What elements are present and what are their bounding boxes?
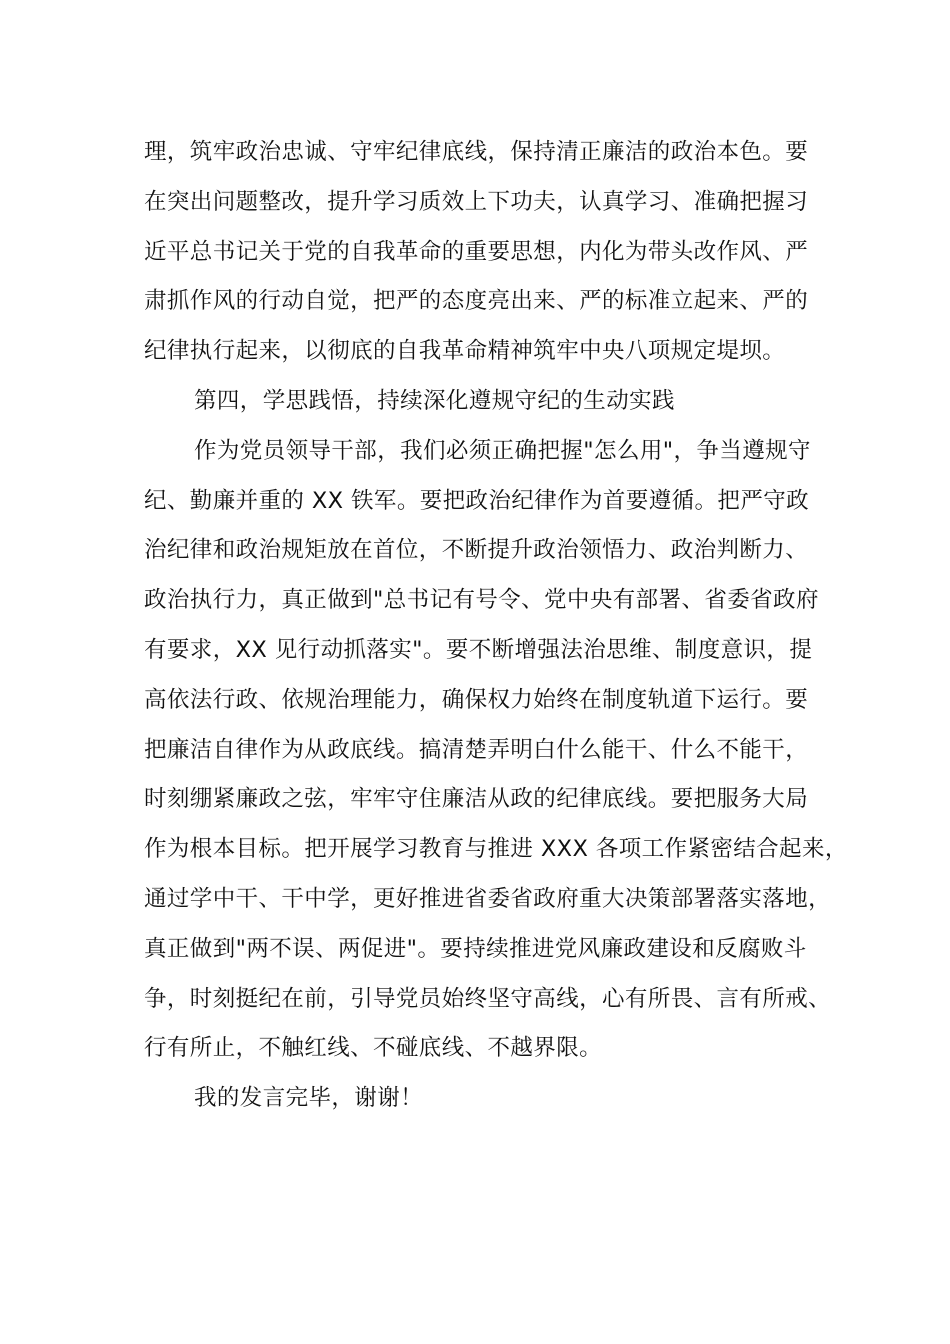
- closing-line: 我的发言完毕，谢谢！: [194, 1085, 424, 1112]
- text-line: 把廉洁自律作为从政底线。搞清楚弄明白什么能干、什么不能干，: [144, 736, 809, 763]
- text-line: 在突出问题整改，提升学习质效上下功夫，认真学习、准确把握习: [144, 188, 809, 215]
- text-line: 真正做到"两不误、两促进"。要持续推进党风廉政建设和反腐败斗: [144, 935, 807, 962]
- text-line: 有要求，XX 见行动抓落实"。要不断增强法治思维、制度意识，提: [144, 636, 813, 663]
- text-line: 通过学中干、干中学，更好推进省委省政府重大决策部署落实落地，: [144, 885, 832, 912]
- text-line: 理，筑牢政治忠诚、守牢纪律底线，保持清正廉洁的政治本色。要: [144, 139, 809, 165]
- text-line: 作为党员领导干部，我们必须正确把握"怎么用"，争当遵规守: [194, 437, 811, 464]
- section-heading: 第四，学思践悟，持续深化遵规守纪的生动实践: [194, 387, 675, 414]
- text-line: 时刻绷紧廉政之弦，牢牢守住廉洁从政的纪律底线。要把服务大局: [144, 786, 809, 813]
- text-line: 治纪律和政治规矩放在首位，不断提升政治领悟力、政治判断力、: [144, 537, 809, 564]
- text-line: 高依法行政、依规治理能力，确保权力始终在制度轨道下运行。要: [144, 686, 809, 713]
- text-line: 近平总书记关于党的自我革命的重要思想，内化为带头改作风、严: [144, 238, 809, 265]
- text-line: 纪、勤廉并重的 XX 铁军。要把政治纪律作为首要遵循。把严守政: [144, 487, 810, 514]
- text-line: 肃抓作风的行动自觉，把严的态度亮出来、严的标准立起来、严的: [144, 288, 809, 315]
- text-line: 纪律执行起来，以彻底的自我革命精神筑牢中央八项规定堤坝。: [144, 338, 786, 365]
- text-line: 作为根本目标。把开展学习教育与推进 XXX 各项工作紧密结合起来，: [144, 836, 848, 863]
- text-line: 争，时刻挺纪在前，引导党员始终坚守高线，心有所畏、言有所戒、: [144, 985, 832, 1012]
- text-line: 行有所止，不触红线、不碰底线、不越界限。: [144, 1035, 603, 1062]
- document-body: [144, 128, 848, 1124]
- text-line: 政治执行力，真正做到"总书记有号令、党中央有部署、省委省政府: [144, 587, 819, 614]
